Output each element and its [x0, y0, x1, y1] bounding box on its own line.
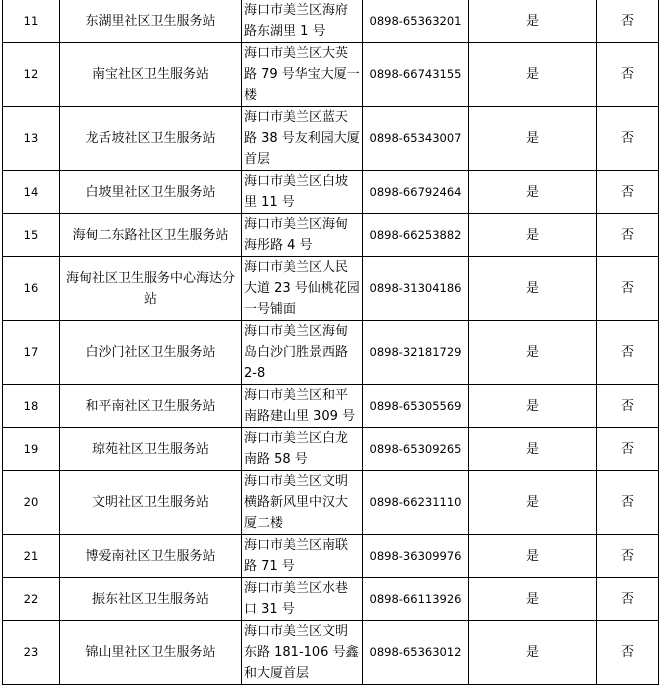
station-phone: 0898-65305569 [363, 385, 469, 428]
station-phone: 0898-65363012 [363, 621, 469, 685]
row-number: 19 [3, 428, 60, 471]
table-row [3, 471, 659, 535]
yes-value: 是 [469, 428, 597, 471]
table-row [3, 171, 659, 214]
row-number: 17 [3, 321, 60, 385]
yes-value: 是 [469, 214, 597, 257]
row-number: 21 [3, 535, 60, 578]
station-address: 海口市美兰区南联路 71 号 [242, 535, 363, 578]
row-number: 22 [3, 578, 60, 621]
station-address: 海口市美兰区海府路东湖里 1 号 [242, 0, 363, 43]
station-name: 海甸二东路社区卫生服务站 [60, 214, 242, 257]
station-address: 海口市美兰区文明东路 181-106 号鑫和大厦首层 [242, 621, 363, 685]
table-row [3, 257, 659, 321]
station-phone: 0898-66113926 [363, 578, 469, 621]
station-name: 白沙门社区卫生服务站 [60, 321, 242, 385]
station-phone: 0898-66231110 [363, 471, 469, 535]
yes-value: 是 [469, 0, 597, 43]
no-value: 否 [597, 471, 659, 535]
table-row [3, 0, 659, 43]
station-address: 海口市美兰区大英路 79 号华宝大厦一楼 [242, 43, 363, 107]
table-row [3, 535, 659, 578]
station-name: 南宝社区卫生服务站 [60, 43, 242, 107]
station-name: 文明社区卫生服务站 [60, 471, 242, 535]
station-phone: 0898-66253882 [363, 214, 469, 257]
row-number: 14 [3, 171, 60, 214]
station-phone: 0898-66792464 [363, 171, 469, 214]
station-address: 海口市美兰区和平南路建山里 309 号 [242, 385, 363, 428]
station-name: 锦山里社区卫生服务站 [60, 621, 242, 685]
station-phone: 0898-32181729 [363, 321, 469, 385]
row-number: 12 [3, 43, 60, 107]
station-address: 海口市美兰区白龙南路 58 号 [242, 428, 363, 471]
station-phone: 0898-65309265 [363, 428, 469, 471]
station-name: 白坡里社区卫生服务站 [60, 171, 242, 214]
station-name: 海甸社区卫生服务中心海达分站 [60, 257, 242, 321]
row-number: 11 [3, 0, 60, 43]
station-address: 海口市美兰区蓝天路 38 号友利园大厦首层 [242, 107, 363, 171]
station-phone: 0898-65363201 [363, 0, 469, 43]
no-value: 否 [597, 214, 659, 257]
yes-value: 是 [469, 43, 597, 107]
yes-value: 是 [469, 578, 597, 621]
row-number: 18 [3, 385, 60, 428]
station-name: 振东社区卫生服务站 [60, 578, 242, 621]
station-address: 海口市美兰区文明横路新风里中汉大厦二楼 [242, 471, 363, 535]
station-name: 琼苑社区卫生服务站 [60, 428, 242, 471]
no-value: 否 [597, 535, 659, 578]
row-number: 23 [3, 621, 60, 685]
station-address: 海口市美兰区白坡里 11 号 [242, 171, 363, 214]
yes-value: 是 [469, 621, 597, 685]
no-value: 否 [597, 385, 659, 428]
no-value: 否 [597, 0, 659, 43]
row-number: 16 [3, 257, 60, 321]
no-value: 否 [597, 43, 659, 107]
no-value: 否 [597, 578, 659, 621]
row-number: 13 [3, 107, 60, 171]
no-value: 否 [597, 257, 659, 321]
no-value: 否 [597, 107, 659, 171]
station-phone: 0898-31304186 [363, 257, 469, 321]
station-address: 海口市美兰区水巷口 31 号 [242, 578, 363, 621]
yes-value: 是 [469, 471, 597, 535]
table-row [3, 385, 659, 428]
station-address: 海口市美兰区海甸岛白沙门胜景西路 2-8 [242, 321, 363, 385]
table-row [3, 214, 659, 257]
table-body [3, 0, 659, 685]
station-phone: 0898-66743155 [363, 43, 469, 107]
yes-value: 是 [469, 171, 597, 214]
table-row [3, 621, 659, 685]
yes-value: 是 [469, 535, 597, 578]
station-phone: 0898-65343007 [363, 107, 469, 171]
station-address: 海口市美兰区海甸海彤路 4 号 [242, 214, 363, 257]
station-phone: 0898-36309976 [363, 535, 469, 578]
row-number: 15 [3, 214, 60, 257]
no-value: 否 [597, 428, 659, 471]
table-row [3, 428, 659, 471]
station-name: 龙舌坡社区卫生服务站 [60, 107, 242, 171]
row-number: 20 [3, 471, 60, 535]
yes-value: 是 [469, 321, 597, 385]
table-row [3, 578, 659, 621]
station-name: 和平南社区卫生服务站 [60, 385, 242, 428]
service-station-table [2, 0, 659, 685]
no-value: 否 [597, 171, 659, 214]
yes-value: 是 [469, 385, 597, 428]
table-row [3, 43, 659, 107]
no-value: 否 [597, 321, 659, 385]
table-row [3, 107, 659, 171]
station-name: 博爱南社区卫生服务站 [60, 535, 242, 578]
yes-value: 是 [469, 107, 597, 171]
station-address: 海口市美兰区人民大道 23 号仙桃花园一号铺面 [242, 257, 363, 321]
no-value: 否 [597, 621, 659, 685]
station-name: 东湖里社区卫生服务站 [60, 0, 242, 43]
table-row [3, 321, 659, 385]
yes-value: 是 [469, 257, 597, 321]
